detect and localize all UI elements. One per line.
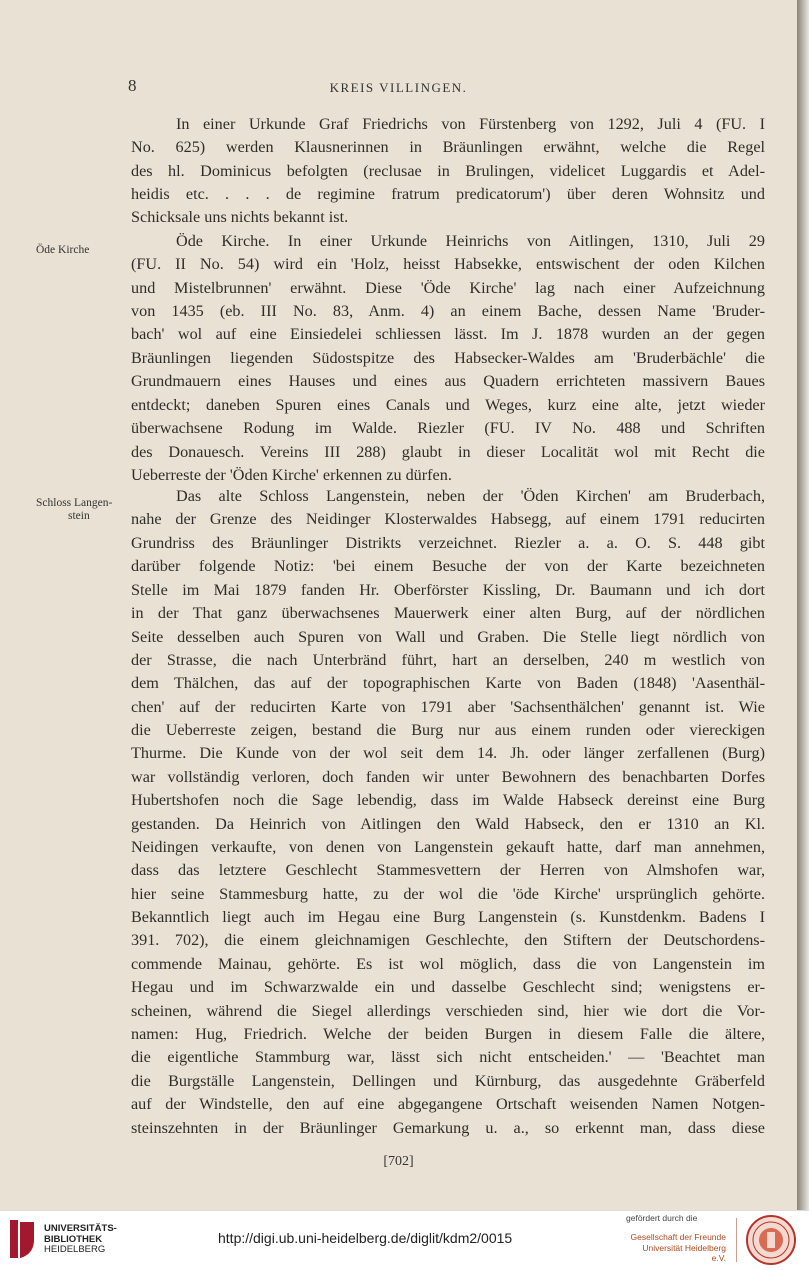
permalink-url[interactable]: http://digi.ub.uni-heidelberg.de/diglit/kdm2/0015 (218, 1230, 513, 1246)
text-line: steinszehnten in der Bräunlinger Gemarkung u. a., so erkennt man, dass diese (131, 1119, 765, 1137)
margin-note-oede-kirche: Öde Kirche (36, 244, 90, 256)
text-line: in der That ganz überwachsenes Mauerwerk einer alten Burg, auf der nördlichen (131, 604, 765, 622)
margin-note-schloss-cont: stein (68, 510, 90, 522)
text-line: Das alte Schloss Langenstein, neben der 'Öden Kirchen' am Bruderbach, (176, 487, 765, 505)
page-edge-shadow (797, 0, 809, 1210)
page-number: 8 (128, 76, 137, 95)
text-line: Ueberreste der 'Öden Kirche' erkennen zu dürfen. (131, 466, 452, 484)
sponsor-name (626, 1232, 726, 1264)
sponsor-caption: gefördert durch die (626, 1213, 698, 1223)
text-line: die eigentliche Stammburg war, lässt sich nicht entscheiden.' — 'Beachtet man (131, 1048, 765, 1066)
text-line: des Donauesch. Vereins III 288) glaubt in dieser Localität wol mit Recht die (131, 443, 765, 461)
text-line: commende Mainau, gehörte. Es ist wol möglich, dass die von Langenstein im (131, 955, 765, 973)
library-name (44, 1224, 117, 1256)
text-line: (FU. II No. 54) wird ein 'Holz, heisst Habsekke, entswischent der oden Kilchen (131, 255, 765, 273)
text-line: der Strasse, die nach Unterbränd führt, hart an derselben, 240 m westlich von (131, 651, 765, 669)
library-name-line1: UNIVERSITÄTS- (44, 1223, 117, 1234)
text-line: Öde Kirche. In einer Urkunde Heinrichs von Aitlingen, 1310, Juli 29 (176, 232, 765, 250)
text-line: und Mistelbrunnen' erwähnt. Diese 'Öde Kirche' lag nach einer Aufzeichnung (131, 279, 765, 297)
text-line: darüber folgende Notiz: 'bei einem Besuche der von der Karte bezeichneten (131, 557, 765, 575)
text-line: die Ueberreste zeigen, bestand die Burg nur aus einem runden oder viereckigen (131, 721, 765, 739)
text-line: namen: Hug, Friedrich. Welche der beiden Burgen in diesem Falle die ältere, (131, 1025, 765, 1043)
sponsor-name-line1: Gesellschaft der Freunde (630, 1232, 726, 1242)
running-head: KREIS VILLINGEN. (329, 80, 468, 95)
text-line: Hubertshofen noch die Sage lebendig, dass im Walde Habseck dereinst eine Burg (131, 791, 765, 809)
library-name-line3: HEIDELBERG (44, 1244, 106, 1255)
text-line: dass das letztere Geschlecht Stammesvettern der Herren von Almshofen war, (131, 861, 765, 879)
library-name-line2: BIBLIOTHEK (44, 1233, 103, 1245)
text-line: Schicksale uns nichts bekannt ist. (131, 208, 349, 226)
text-line: nahe der Grenze des Neidinger Klosterwaldes Habsegg, auf einem 1791 reducirten (131, 510, 765, 528)
text-line: hier seine Stammesburg hatte, zu der wol die 'öde Kirche' ursprünglich gehörte. (131, 885, 765, 903)
text-line: von 1435 (eb. III No. 83, Anm. 4) an einem Bache, dessen Name 'Bruder- (131, 302, 765, 320)
margin-note-schloss: Schloss Langen- (36, 497, 113, 509)
text-line: Grundriss des Bräunlinger Distrikts verzeichnet. Riezler a. a. O. S. 448 gibt (131, 534, 765, 552)
text-line: scheinen, während die Siegel allerdings verschieden sind, hier wie dort die Vor- (131, 1002, 765, 1020)
sponsor-divider (736, 1218, 737, 1262)
text-line: des hl. Dominicus befolgten (reclusae in Brulingen, videlicet Luggardis et Adel- (131, 162, 765, 180)
text-line: überwachsene Rodung im Walde. Riezler (FU. IV No. 488 und Schriften (131, 419, 765, 437)
text-line: die Burgställe Langenstein, Dellingen und Kürnburg, das ausgedehnte Gräberfeld (131, 1072, 765, 1090)
text-line: dem Thälchen, das auf der topographischen Karte von Baden (1848) 'Aasenthäl- (131, 674, 765, 692)
university-seal-icon (745, 1214, 797, 1266)
text-line: heidis etc. . . . de regimine fratrum predicatorum') über deren Wohnsitz und (131, 185, 765, 203)
text-line: Stelle im Mai 1879 fanden Hr. Oberförster Kissling, Dr. Baumann und ich dort (131, 581, 765, 599)
text-line: Bekanntlich liegt auch im Hegau eine Burg Langenstein (s. Kunstdenkm. Badens I (131, 908, 765, 926)
text-line: auf der Windstelle, den auf eine abgegangene Ortschaft weisenden Namen Notgen- (131, 1095, 765, 1113)
footer-page-number: [702] (383, 1154, 414, 1169)
text-line: Grundmauern eines Hauses und eines aus Quadern errichteten massivern Baues (131, 372, 765, 390)
text-line: Hegau und im Schwarzwalde ein und dasselbe Geschlecht sind; wenigstens er- (131, 978, 765, 996)
text-line: In einer Urkunde Graf Friedrichs von Fürstenberg von 1292, Juli 4 (FU. I (176, 115, 765, 133)
text-line: Bräunlingen liegenden Südostspitze des Habsecker-Waldes am 'Bruderbächle' die (131, 349, 765, 367)
text-line: entdeckt; daneben Spuren eines Canals und Weges, kurz eine alte, jetzt wieder (131, 396, 765, 414)
text-line: Neidingen verkaufte, von denen von Langenstein gekauft hatte, darf man annehmen, (131, 838, 765, 856)
library-logo-icon (8, 1218, 36, 1260)
sponsor-name-line2: Universität Heidelberg e.V. (642, 1242, 726, 1263)
text-line: gestanden. Da Heinrich von Aitlingen den Wald Habseck, den er 1310 an Kl. (131, 815, 765, 833)
text-line: No. 625) werden Klausnerinnen in Bräunlingen erwähnt, welche die Regel (131, 138, 765, 156)
text-line: chen' auf der reducirten Karte von 1791 aber 'Sachsenthälchen' genannt ist. Wie (131, 698, 765, 716)
text-line: 391. 702), die einem gleichnamigen Geschlechte, den Stiftern der Deutschordens- (131, 931, 765, 949)
text-line: bach' wol auf eine Einsiedelei schliessen lässt. Im J. 1878 wurden an der gegen (131, 325, 765, 343)
text-line: war vollständig verloren, doch fanden wir unter Bewohnern des benachbarten Dorfes (131, 768, 765, 786)
text-line: Seite desselben auch Spuren von Wall und Graben. Die Stelle liegt nördlich von (131, 628, 765, 646)
text-line: Thurme. Die Kunde von der wol seit dem 14. Jh. oder länger zerfallenen (Burg) (131, 744, 765, 762)
